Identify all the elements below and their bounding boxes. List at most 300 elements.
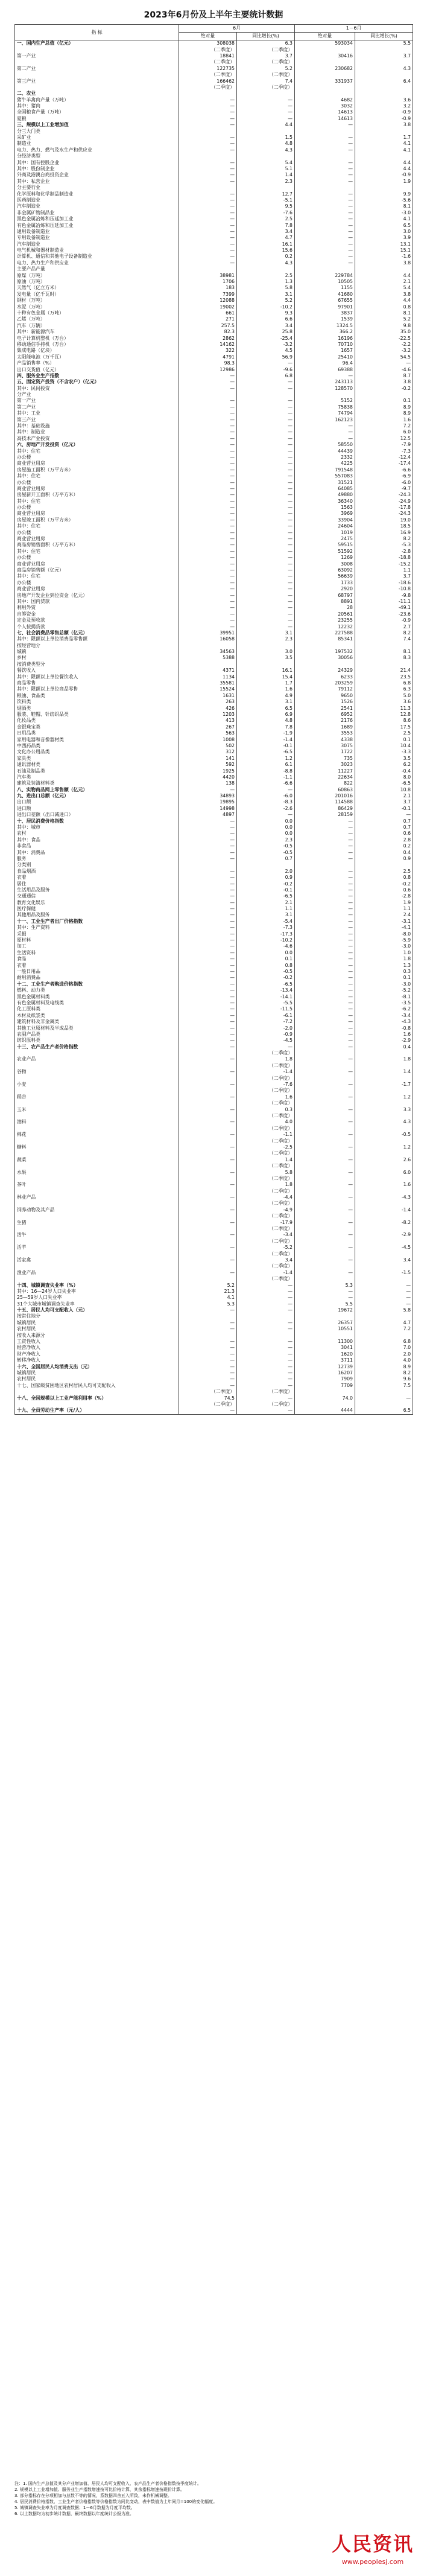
june-value bbox=[179, 1276, 237, 1282]
table-row bbox=[15, 668, 413, 674]
row-label: 产品销售率（%） bbox=[15, 360, 179, 366]
june-yoy bbox=[237, 128, 295, 134]
table-row bbox=[15, 398, 413, 404]
table-row bbox=[15, 1056, 413, 1062]
june-yoy: — bbox=[237, 599, 295, 605]
row-label: 建筑及装潢材料类 bbox=[15, 780, 179, 786]
june-yoy: 4.8 bbox=[237, 718, 295, 724]
row-label: 计算机、通信和其他电子设备制造业 bbox=[15, 253, 179, 260]
june-value: — bbox=[179, 881, 237, 887]
june-value: — bbox=[179, 1232, 237, 1238]
watermark bbox=[331, 2529, 415, 2566]
janjune-yoy: — bbox=[355, 360, 413, 366]
row-label: 采掘 bbox=[15, 931, 179, 937]
june-value: — bbox=[179, 1056, 237, 1062]
janjune-yoy: -24.9 bbox=[355, 499, 413, 505]
table-row bbox=[15, 335, 413, 341]
table-row bbox=[15, 1063, 413, 1069]
june-value: — bbox=[179, 1025, 237, 1031]
row-label: 采矿业 bbox=[15, 135, 179, 141]
june-value bbox=[179, 91, 237, 97]
table-row bbox=[15, 856, 413, 862]
janjune-yoy: 12.5 bbox=[355, 436, 413, 442]
janjune-value: 227588 bbox=[295, 630, 355, 636]
janjune-value bbox=[295, 1389, 355, 1395]
janjune-value: 70710 bbox=[295, 342, 355, 348]
june-yoy: — bbox=[237, 103, 295, 109]
janjune-yoy: 7.0 bbox=[355, 1345, 413, 1351]
janjune-yoy: 8.9 bbox=[355, 410, 413, 416]
table-row bbox=[15, 762, 413, 768]
janjune-yoy: — bbox=[355, 1289, 413, 1295]
table-row bbox=[15, 222, 413, 228]
janjune-value: — bbox=[295, 1082, 355, 1088]
june-value: — bbox=[179, 1194, 237, 1200]
janjune-value: 822 bbox=[295, 780, 355, 786]
june-yoy: — bbox=[237, 1295, 295, 1301]
june-yoy: — bbox=[237, 523, 295, 529]
table-row bbox=[15, 141, 413, 147]
june-value: — bbox=[179, 962, 237, 968]
june-value bbox=[179, 1226, 237, 1232]
janjune-value: — bbox=[295, 900, 355, 906]
janjune-value bbox=[295, 266, 355, 272]
table-row bbox=[15, 436, 413, 442]
row-label bbox=[15, 1075, 179, 1081]
janjune-yoy bbox=[355, 1226, 413, 1232]
table-row bbox=[15, 1157, 413, 1163]
janjune-yoy: 16.9 bbox=[355, 529, 413, 535]
table-row bbox=[15, 555, 413, 561]
june-yoy: -1.1 bbox=[237, 1132, 295, 1138]
row-label: 其中：住宅 bbox=[15, 573, 179, 579]
june-yoy: — bbox=[237, 97, 295, 103]
row-label: 水果 bbox=[15, 1169, 179, 1175]
row-label: 汽车制造业 bbox=[15, 203, 179, 209]
janjune-value: 12739 bbox=[295, 1363, 355, 1369]
table-row bbox=[15, 969, 413, 975]
janjune-yoy: 2.0 bbox=[355, 1351, 413, 1357]
row-label: 第二产业 bbox=[15, 404, 179, 410]
june-yoy bbox=[237, 266, 295, 272]
june-yoy: -6.1 bbox=[237, 1013, 295, 1019]
janjune-value: 7909 bbox=[295, 1376, 355, 1382]
june-yoy: 4.8 bbox=[237, 141, 295, 147]
janjune-yoy: -0.1 bbox=[355, 806, 413, 812]
janjune-value: 30416 bbox=[295, 53, 355, 59]
june-yoy: 6.1 bbox=[237, 762, 295, 768]
janjune-yoy: 1.1 bbox=[355, 567, 413, 573]
table-row bbox=[15, 467, 413, 473]
janjune-yoy: -6.6 bbox=[355, 467, 413, 473]
june-value: — bbox=[179, 159, 237, 165]
june-yoy: （二季度） bbox=[237, 1100, 295, 1106]
janjune-yoy: 2.5 bbox=[355, 730, 413, 736]
janjune-yoy: -3.4 bbox=[355, 1013, 413, 1019]
june-yoy: -10.2 bbox=[237, 937, 295, 943]
june-value bbox=[179, 128, 237, 134]
june-yoy: -5.4 bbox=[237, 919, 295, 925]
june-value: 312 bbox=[179, 749, 237, 755]
june-value: — bbox=[179, 416, 237, 422]
june-value bbox=[179, 1251, 237, 1257]
row-label bbox=[15, 1401, 179, 1408]
june-yoy: （二季度） bbox=[237, 1150, 295, 1156]
janjune-value: — bbox=[295, 235, 355, 241]
janjune-value: — bbox=[295, 824, 355, 831]
june-value: 4420 bbox=[179, 774, 237, 780]
table-row bbox=[15, 705, 413, 711]
june-yoy: 3.1 bbox=[237, 292, 295, 298]
june-yoy: -1.4 bbox=[237, 736, 295, 742]
footnote: 2. 规模以上工业增加值、服务业生产指数增速按可比价格计算，其余指标增速按现价计算。 bbox=[14, 2487, 185, 2492]
janjune-yoy: 0.9 bbox=[355, 856, 413, 862]
janjune-value: 96.4 bbox=[295, 360, 355, 366]
janjune-yoy bbox=[355, 1200, 413, 1207]
janjune-yoy: 4.1 bbox=[355, 141, 413, 147]
june-yoy: 0.1 bbox=[237, 956, 295, 962]
row-label: 农副产品类 bbox=[15, 1031, 179, 1038]
june-yoy: 3.4 bbox=[237, 229, 295, 235]
janjune-yoy: 1.8 bbox=[355, 1056, 413, 1062]
janjune-yoy: -17.8 bbox=[355, 505, 413, 511]
janjune-value: — bbox=[295, 881, 355, 887]
janjune-value bbox=[295, 1063, 355, 1069]
june-yoy: -4.6 bbox=[237, 943, 295, 949]
june-yoy: 3.4 bbox=[237, 1257, 295, 1263]
janjune-value: — bbox=[295, 849, 355, 855]
june-yoy: -0.2 bbox=[237, 881, 295, 887]
june-value: 661 bbox=[179, 310, 237, 316]
june-value: — bbox=[179, 179, 237, 185]
table-row bbox=[15, 943, 413, 949]
june-yoy: （二季度） bbox=[237, 1251, 295, 1257]
row-label bbox=[15, 1113, 179, 1119]
june-yoy: 56.9 bbox=[237, 354, 295, 360]
june-yoy: — bbox=[237, 436, 295, 442]
janjune-yoy: 6.0 bbox=[355, 1169, 413, 1175]
june-yoy: -6.6 bbox=[237, 780, 295, 786]
row-label: 其中：限额以上单位餐饮收入 bbox=[15, 674, 179, 680]
june-value: — bbox=[179, 1357, 237, 1363]
janjune-yoy: -4.3 bbox=[355, 1019, 413, 1025]
june-yoy: — bbox=[237, 454, 295, 461]
janjune-yoy: 5.5 bbox=[355, 40, 413, 47]
row-label: 其中：股份制企业 bbox=[15, 166, 179, 172]
janjune-yoy: 6.8 bbox=[355, 680, 413, 686]
row-label bbox=[15, 1239, 179, 1245]
row-label: 蔬菜 bbox=[15, 1157, 179, 1163]
june-value: 4897 bbox=[179, 812, 237, 818]
table-row bbox=[15, 1019, 413, 1025]
janjune-value bbox=[295, 1150, 355, 1156]
june-yoy: — bbox=[237, 423, 295, 429]
june-yoy: 1.8 bbox=[237, 1182, 295, 1188]
june-value: 4371 bbox=[179, 668, 237, 674]
row-label: 生活用品及服务 bbox=[15, 887, 179, 893]
janjune-value: 3837 bbox=[295, 310, 355, 316]
table-row bbox=[15, 147, 413, 153]
row-label: 烟酒类 bbox=[15, 705, 179, 711]
janjune-value: 162123 bbox=[295, 416, 355, 422]
row-label: 生猪 bbox=[15, 1219, 179, 1225]
janjune-value: 1019 bbox=[295, 529, 355, 535]
row-label: 其中：城市 bbox=[15, 824, 179, 831]
table-row bbox=[15, 1270, 413, 1276]
row-label: 利用外资 bbox=[15, 605, 179, 611]
janjune-yoy: 1.0 bbox=[355, 950, 413, 956]
row-label: 化学原料和化学制品制造业 bbox=[15, 191, 179, 197]
row-label: 分类别 bbox=[15, 862, 179, 868]
janjune-yoy: 2.6 bbox=[355, 1157, 413, 1163]
row-label: 其中：国内贷款 bbox=[15, 599, 179, 605]
row-label: 其他工业原材料及半成品类 bbox=[15, 1025, 179, 1031]
june-yoy: — bbox=[237, 499, 295, 505]
janjune-value: — bbox=[295, 975, 355, 981]
june-value: 1134 bbox=[179, 674, 237, 680]
janjune-value: — bbox=[295, 1044, 355, 1050]
june-yoy: （二季度） bbox=[237, 84, 295, 91]
janjune-value bbox=[295, 392, 355, 398]
june-yoy: — bbox=[237, 429, 295, 435]
row-label: 十四、城镇调查失业率（%） bbox=[15, 1282, 179, 1288]
june-value: — bbox=[179, 253, 237, 260]
janjune-yoy: 1.9 bbox=[355, 179, 413, 185]
june-yoy: -17.9 bbox=[237, 1219, 295, 1225]
janjune-value: — bbox=[295, 241, 355, 247]
june-yoy: 15.4 bbox=[237, 674, 295, 680]
row-label: 饲养动物及其产品 bbox=[15, 1207, 179, 1213]
table-row bbox=[15, 342, 413, 348]
row-label bbox=[15, 1088, 179, 1094]
table-row bbox=[15, 1088, 413, 1094]
june-value: — bbox=[179, 919, 237, 925]
june-value: 2862 bbox=[179, 335, 237, 341]
table-row bbox=[15, 536, 413, 542]
janjune-value: 4444 bbox=[295, 1408, 355, 1414]
row-label: 纺织原料类 bbox=[15, 1038, 179, 1044]
janjune-yoy: -3.0 bbox=[355, 943, 413, 949]
table-row bbox=[15, 611, 413, 617]
janjune-value: — bbox=[295, 191, 355, 197]
janjune-yoy: 2.7 bbox=[355, 623, 413, 630]
june-value: — bbox=[179, 216, 237, 222]
row-label: 十七、国家级贫困地区农村居民人均可支配收入 bbox=[15, 1383, 179, 1389]
june-value: — bbox=[179, 235, 237, 241]
janjune-value: 58550 bbox=[295, 442, 355, 448]
row-label: 夏粮 bbox=[15, 116, 179, 122]
janjune-yoy: 0.6 bbox=[355, 887, 413, 893]
table-row bbox=[15, 1006, 413, 1012]
june-value: — bbox=[179, 950, 237, 956]
row-label: 生活资料 bbox=[15, 950, 179, 956]
june-yoy: 1.6 bbox=[237, 686, 295, 692]
june-yoy: -0.5 bbox=[237, 849, 295, 855]
janjune-yoy: 1.7 bbox=[355, 135, 413, 141]
row-label: 活羊 bbox=[15, 1245, 179, 1251]
row-label: 猪牛羊禽肉产量（万吨） bbox=[15, 97, 179, 103]
table-row bbox=[15, 1163, 413, 1169]
janjune-yoy: -10.8 bbox=[355, 586, 413, 592]
table-row bbox=[15, 385, 413, 391]
janjune-yoy: -3.1 bbox=[355, 919, 413, 925]
june-yoy: — bbox=[237, 379, 295, 385]
footnote: 5. 城镇调查失业率为月度调查数据；1－6月数据为月度平均数。 bbox=[14, 2505, 135, 2510]
june-yoy: （二季度） bbox=[237, 46, 295, 53]
janjune-yoy: — bbox=[355, 1295, 413, 1301]
june-yoy: -0.9 bbox=[237, 1031, 295, 1038]
row-label: 糖料 bbox=[15, 1144, 179, 1150]
june-yoy: （二季度） bbox=[237, 1263, 295, 1269]
row-label: 十二、工业生产者购进价格指数 bbox=[15, 981, 179, 987]
row-label: 城镇居民 bbox=[15, 1370, 179, 1376]
june-yoy: -0.2 bbox=[237, 975, 295, 981]
table-row bbox=[15, 1044, 413, 1050]
june-yoy: -13.4 bbox=[237, 987, 295, 993]
june-yoy: 25.8 bbox=[237, 329, 295, 335]
janjune-yoy bbox=[355, 72, 413, 78]
june-value: — bbox=[179, 912, 237, 918]
june-value bbox=[179, 1063, 237, 1069]
june-yoy bbox=[237, 91, 295, 97]
june-value: — bbox=[179, 1157, 237, 1163]
janjune-yoy: 6.2 bbox=[355, 762, 413, 768]
table-row bbox=[15, 1289, 413, 1295]
row-label: 餐饮收入 bbox=[15, 668, 179, 674]
june-yoy: 0.2 bbox=[237, 253, 295, 260]
june-yoy: -3.4 bbox=[237, 1232, 295, 1238]
june-value bbox=[179, 1200, 237, 1207]
janjune-yoy bbox=[355, 1163, 413, 1169]
june-value: — bbox=[179, 849, 237, 855]
row-label: 办公楼 bbox=[15, 479, 179, 485]
table-row bbox=[15, 1069, 413, 1075]
row-label: 全国粮食产量（万吨） bbox=[15, 109, 179, 115]
janjune-value: — bbox=[295, 1031, 355, 1038]
janjune-yoy bbox=[355, 128, 413, 134]
janjune-value bbox=[295, 1313, 355, 1319]
row-label: 汽车类 bbox=[15, 774, 179, 780]
janjune-yoy: -4.6 bbox=[355, 366, 413, 372]
janjune-value: 2475 bbox=[295, 536, 355, 542]
june-value: 19002 bbox=[179, 304, 237, 310]
row-label: 第二产业 bbox=[15, 66, 179, 72]
janjune-value: — bbox=[295, 179, 355, 185]
janjune-yoy: 35.0 bbox=[355, 329, 413, 335]
janjune-value: 331937 bbox=[295, 78, 355, 84]
janjune-yoy bbox=[355, 1126, 413, 1132]
row-label: 一、国内生产总值（亿元） bbox=[15, 40, 179, 47]
janjune-yoy: 7.5 bbox=[355, 1383, 413, 1389]
table-row bbox=[15, 78, 413, 84]
row-label: 通讯器材类 bbox=[15, 762, 179, 768]
june-value: 19895 bbox=[179, 799, 237, 805]
janjune-yoy: 1.4 bbox=[355, 1069, 413, 1075]
june-value: — bbox=[179, 467, 237, 473]
june-yoy: — bbox=[237, 561, 295, 567]
june-yoy: -8.3 bbox=[237, 799, 295, 805]
table-row bbox=[15, 1132, 413, 1138]
june-yoy: 3.1 bbox=[237, 912, 295, 918]
janjune-value: 19672 bbox=[295, 1307, 355, 1313]
table-row bbox=[15, 1232, 413, 1238]
june-value: — bbox=[179, 1370, 237, 1376]
table-row bbox=[15, 109, 413, 115]
janjune-yoy: -8.0 bbox=[355, 931, 413, 937]
janjune-yoy: -6.9 bbox=[355, 473, 413, 479]
janjune-value: — bbox=[295, 1094, 355, 1100]
table-row bbox=[15, 1113, 413, 1119]
janjune-value: — bbox=[295, 1119, 355, 1125]
table-row bbox=[15, 241, 413, 247]
june-value: 322 bbox=[179, 348, 237, 354]
row-label: 房地产开发企业到位资金（亿元） bbox=[15, 592, 179, 598]
june-yoy: — bbox=[237, 529, 295, 535]
row-label: 食品烟酒 bbox=[15, 869, 179, 875]
june-value: — bbox=[179, 379, 237, 385]
june-value: — bbox=[179, 993, 237, 999]
janjune-yoy: -9.7 bbox=[355, 486, 413, 492]
janjune-value bbox=[295, 1113, 355, 1119]
row-label: 木材及纸浆类 bbox=[15, 1013, 179, 1019]
table-row bbox=[15, 1307, 413, 1313]
june-yoy: 3.1 bbox=[237, 630, 295, 636]
june-yoy: （二季度） bbox=[237, 1239, 295, 1245]
june-value: — bbox=[179, 166, 237, 172]
june-yoy: 2.0 bbox=[237, 869, 295, 875]
janjune-yoy: 6.5 bbox=[355, 222, 413, 228]
janjune-yoy: 1.9 bbox=[355, 900, 413, 906]
janjune-value: — bbox=[295, 1025, 355, 1031]
june-value: 5.3 bbox=[179, 1301, 237, 1307]
row-label: 衣着 bbox=[15, 962, 179, 968]
row-label: 外商及港澳台商投资企业 bbox=[15, 172, 179, 178]
june-yoy bbox=[237, 153, 295, 159]
janjune-yoy: 3.6 bbox=[355, 699, 413, 705]
june-yoy: — bbox=[237, 511, 295, 517]
janjune-yoy: 3.3 bbox=[355, 1106, 413, 1112]
janjune-value: — bbox=[295, 831, 355, 837]
janjune-value bbox=[295, 1263, 355, 1269]
janjune-yoy: 8.0 bbox=[355, 774, 413, 780]
janjune-yoy: 8.3 bbox=[355, 655, 413, 661]
janjune-value: 4682 bbox=[295, 97, 355, 103]
janjune-yoy: 6.4 bbox=[355, 78, 413, 84]
row-label: 原煤（万吨） bbox=[15, 272, 179, 278]
june-value: 1008 bbox=[179, 736, 237, 742]
table-row bbox=[15, 1075, 413, 1081]
janjune-value: 2920 bbox=[295, 586, 355, 592]
table-row bbox=[15, 135, 413, 141]
row-label: 25—59岁人口失业率 bbox=[15, 1295, 179, 1301]
june-value: — bbox=[179, 617, 237, 623]
table-row bbox=[15, 1376, 413, 1382]
june-value: — bbox=[179, 385, 237, 391]
row-label: 非金属矿物制品业 bbox=[15, 210, 179, 216]
janjune-value: 14613 bbox=[295, 109, 355, 115]
janjune-value: 24329 bbox=[295, 668, 355, 674]
janjune-yoy: -1.6 bbox=[355, 253, 413, 260]
janjune-yoy: -0.9 bbox=[355, 109, 413, 115]
row-label: 城镇居民 bbox=[15, 1320, 179, 1326]
row-label: 汽车（万辆） bbox=[15, 323, 179, 329]
footnote: 4. 居民消费价格指数、工业生产者价格指数等价格指数为同比变动，表中数值为上年同月=100的变化幅度。 bbox=[14, 2499, 218, 2504]
row-label: 乙烯（万吨） bbox=[15, 316, 179, 322]
row-label: 钢材（万吨） bbox=[15, 298, 179, 304]
table-row bbox=[15, 1100, 413, 1106]
table-row bbox=[15, 1276, 413, 1282]
june-yoy: 0.3 bbox=[237, 1106, 295, 1112]
